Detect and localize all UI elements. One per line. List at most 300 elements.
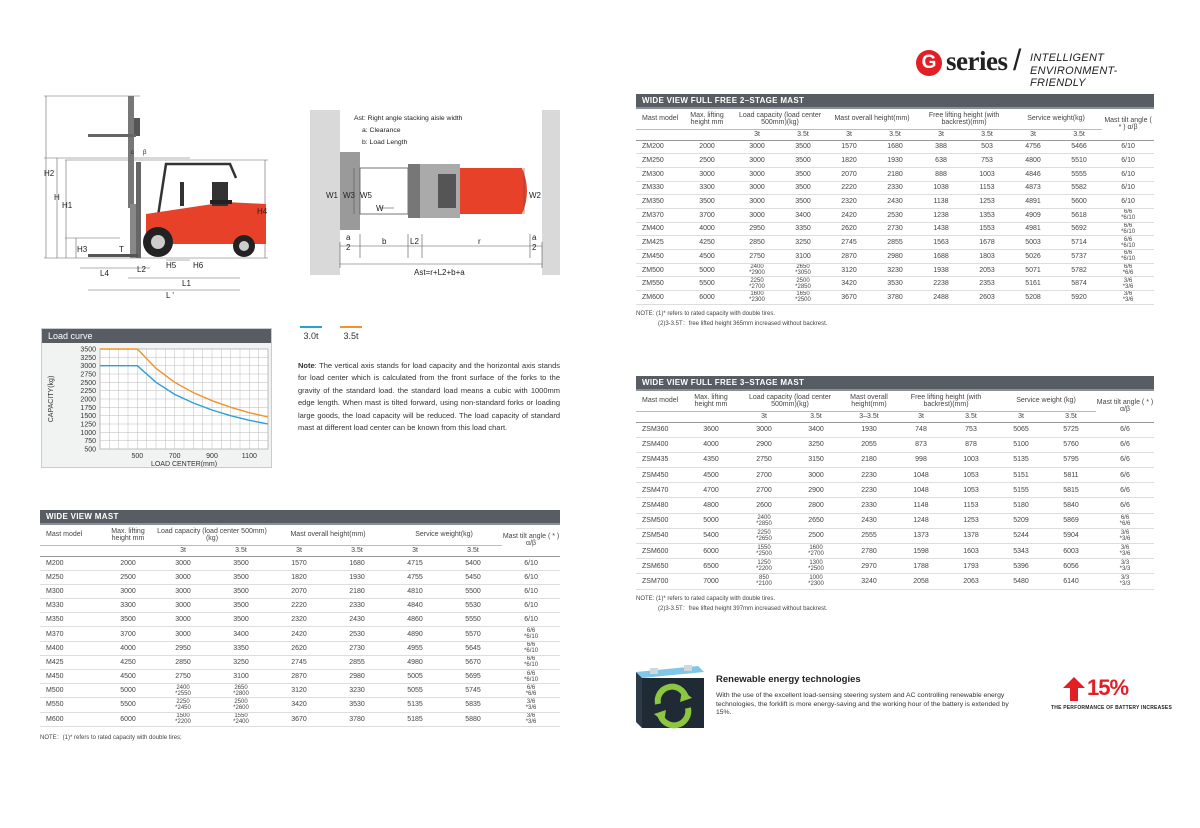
table-cell: 873 <box>896 437 946 452</box>
table-cell: 2238 <box>918 277 964 291</box>
table-cell: 2980 <box>872 250 918 264</box>
aisle-legend-3: b: Load Length <box>362 139 408 146</box>
table-cell: 5745 <box>444 684 502 698</box>
table-cell: 6056 <box>1046 559 1096 574</box>
table-cell: 3000 <box>734 140 780 154</box>
table-cell: 1048 <box>896 468 946 483</box>
table-cell: 2620 <box>270 641 328 655</box>
table-cell: 2850 <box>154 655 212 669</box>
table-cell: 5151 <box>996 468 1046 483</box>
table2-title: WIDE VIEW FULL FREE 2–STAGE MAST <box>636 94 1154 107</box>
table-cell: 2850 <box>734 236 780 250</box>
t3-head-freelift: Free lifting height (with backrest)(mm) <box>896 391 996 411</box>
table-row <box>40 599 560 613</box>
y-tick-label: 3500 <box>80 346 96 354</box>
table-cell: 5815 <box>1046 483 1096 498</box>
cell-model: ZM550 <box>636 277 680 291</box>
table-cell: 3000 <box>102 584 154 598</box>
table-cell: 2330 <box>328 599 386 613</box>
t3-head-tilt: Mast tilt angle ( * ) α/β <box>1096 391 1154 422</box>
table-row <box>636 236 1154 250</box>
t1-head-overall: Mast overall height(mm) <box>270 525 386 545</box>
table2-note-1: NOTE: (1)* refers to rated capacity with double tires. <box>636 310 776 317</box>
table-row <box>40 684 560 698</box>
table-cell: 6/10 <box>502 584 560 598</box>
aisle-half-left: 2 <box>346 243 351 252</box>
table-cell: 3230 <box>872 263 918 277</box>
table-cell: 4500 <box>684 468 738 483</box>
table-cell: 5692 <box>1056 222 1102 236</box>
table-row <box>40 627 560 641</box>
t3-sub: 3.5t <box>790 411 842 422</box>
table-cell: 1803 <box>964 250 1010 264</box>
table-cell: 2000 <box>680 140 734 154</box>
table-cell: 5026 <box>1010 250 1056 264</box>
table-cell: 6/6 *6/10 <box>502 641 560 655</box>
table-cell: 3/6 *3/6 <box>502 712 560 726</box>
table-cell: 3240 <box>842 574 896 589</box>
t3-sub: 3–3.5t <box>842 411 896 422</box>
table-cell: 3120 <box>270 684 328 698</box>
dim-h5: H5 <box>166 261 177 270</box>
t2-head-capacity: Load capacity (load center 500mm)(kg) <box>734 109 826 129</box>
t3-head-lift: Max. lifting height mm <box>684 391 738 411</box>
table-cell: 2500 <box>102 570 154 584</box>
table-cell: 2420 <box>270 627 328 641</box>
cell-model: ZM450 <box>636 250 680 264</box>
table-row <box>636 574 1154 589</box>
table-cell: 6/10 <box>502 570 560 584</box>
table-cell: 4800 <box>1010 154 1056 168</box>
y-tick-label: 1250 <box>80 421 96 429</box>
table-cell: 5003 <box>1010 236 1056 250</box>
table-cell: 2620 <box>826 222 872 236</box>
up-arrow-icon <box>1063 677 1085 701</box>
table-cell: 3000 <box>154 627 212 641</box>
table-row <box>636 181 1154 195</box>
t2-head-overall: Mast overall height(mm) <box>826 109 918 129</box>
table-cell: 2980 <box>328 670 386 684</box>
table-cell: 5869 <box>1046 513 1096 528</box>
table-cell: 6/10 <box>1102 195 1154 209</box>
cell-model: ZM300 <box>636 167 680 181</box>
table-cell: 3350 <box>780 222 826 236</box>
t3-head-overall: Mast overall height(mm) <box>842 391 896 411</box>
wide-view-mast-section <box>40 510 560 743</box>
table-cell: 5450 <box>444 570 502 584</box>
table-cell: 2500 *2850 <box>780 277 826 291</box>
table-cell: 5161 <box>1010 277 1056 291</box>
table-cell: 3/3 *3/3 <box>1096 574 1154 589</box>
load-curve-panel <box>41 328 272 468</box>
table-row <box>636 422 1154 437</box>
note-body: : The vertical axis stands for load capacity and the horizontal axis stands for load center which is calculated from the front surface of the forks to the gravity of the standard load. the standard load means a cubic with 1000mm edge length. When mast is tilted forward, using non-standard forks or loading large goods, the load capacity will be reduced. The load capacity of standard mast at different load center can be known from this load chart. <box>298 361 560 433</box>
brand-slash: / <box>1013 44 1022 77</box>
legend-label-35t: 3.5t <box>343 331 359 341</box>
table-cell: 6000 <box>680 291 734 305</box>
table-cell: 2970 <box>842 559 896 574</box>
table-cell: 5500 <box>680 277 734 291</box>
table-cell: 1570 <box>270 556 328 570</box>
aisle-l2: L2 <box>410 237 419 246</box>
dim-h4: H4 <box>257 207 268 216</box>
table-cell: 4500 <box>102 670 154 684</box>
y-tick-label: 2000 <box>80 396 96 404</box>
table-cell: 2500 *2600 <box>212 698 270 712</box>
table-cell: 3500 <box>212 599 270 613</box>
table-cell: 3500 <box>780 154 826 168</box>
table-cell: 5874 <box>1056 277 1102 291</box>
t1-head-model: Mast model <box>40 525 102 545</box>
table-cell: 878 <box>946 437 996 452</box>
table-cell: 6/10 <box>502 556 560 570</box>
table-cell: 3000 <box>154 599 212 613</box>
renewable-text: With the use of the excellent load-sensing steering system and AC controlling renewable energy technologies, the forklift is more energy-saving and the working hour of the battery is extended by 15%. <box>716 692 1009 717</box>
table-cell: 1570 <box>826 140 872 154</box>
three-stage-mast-section <box>636 376 1154 614</box>
cell-model: ZM330 <box>636 181 680 195</box>
table-cell: 2950 <box>154 641 212 655</box>
aisle-r: r <box>478 237 481 246</box>
table-cell: 5510 <box>1056 154 1102 168</box>
t2-sub: 3t <box>918 129 964 140</box>
table-cell: 3000 <box>154 556 212 570</box>
table-cell: 5180 <box>996 498 1046 513</box>
y-tick-label: 2250 <box>80 388 96 396</box>
table-cell: 1378 <box>946 528 996 543</box>
table-cell: 6/10 <box>1102 167 1154 181</box>
table-cell: 2555 <box>842 528 896 543</box>
table-cell: 3/6 *3/6 <box>1096 528 1154 543</box>
table-cell: 4800 <box>684 498 738 513</box>
table-cell: 3600 <box>684 422 738 437</box>
table-cell: 1300 *2500 <box>790 559 842 574</box>
table-row <box>40 712 560 726</box>
table-cell: 6/6 *6/6 <box>502 684 560 698</box>
table-cell: 5582 <box>1056 181 1102 195</box>
cell-model: M330 <box>40 599 102 613</box>
table-cell: 1138 <box>918 195 964 209</box>
table-cell: 3300 <box>680 181 734 195</box>
table-cell: 6500 <box>684 559 738 574</box>
table-cell: 2070 <box>270 584 328 598</box>
table-row <box>40 556 560 570</box>
table-cell: 1373 <box>896 528 946 543</box>
forklift-dimension-drawing <box>40 92 290 302</box>
table3-title: WIDE VIEW FULL FREE 3–STAGE MAST <box>636 376 1154 389</box>
aisle-half-right: 2 <box>532 243 537 252</box>
table-cell: 4891 <box>1010 195 1056 209</box>
table-cell: 1598 <box>896 544 946 559</box>
table-cell: 2400 *2900 <box>734 263 780 277</box>
table-cell: 5618 <box>1056 208 1102 222</box>
t1-head-tilt: Mast tilt angle ( * ) α/β <box>502 525 560 556</box>
table-cell: 1930 <box>842 422 896 437</box>
table-cell: 3530 <box>872 277 918 291</box>
table-cell: 2180 <box>842 452 896 467</box>
t3-head-weight: Service weight (kg) <box>996 391 1096 411</box>
battery-recycle-icon <box>636 664 704 730</box>
table-cell: 5000 <box>684 513 738 528</box>
cell-model: M300 <box>40 584 102 598</box>
t1-head-weight: Service weight(kg) <box>386 525 502 545</box>
brand-series-word: series <box>946 46 1008 76</box>
table-cell: 6/6 *6/10 <box>1102 222 1154 236</box>
percent-value: 15% <box>1087 675 1129 700</box>
table-cell: 2530 <box>328 627 386 641</box>
table-cell: 6/6 <box>1096 498 1154 513</box>
table-cell: 2250 *2650 <box>738 528 790 543</box>
brand-g-mark: G <box>916 50 942 76</box>
table-cell: 5396 <box>996 559 1046 574</box>
table-cell: 6/6 *6/6 <box>1102 263 1154 277</box>
table-cell: 5645 <box>444 641 502 655</box>
t1-sub: 3t <box>386 545 444 556</box>
table-cell: 3420 <box>826 277 872 291</box>
cell-model: ZM500 <box>636 263 680 277</box>
table-cell: 753 <box>946 422 996 437</box>
table-cell: 2603 <box>964 291 1010 305</box>
table-cell: 6/6 <box>1096 437 1154 452</box>
table-cell: 6/6 <box>1096 468 1154 483</box>
table-cell: 5904 <box>1046 528 1096 543</box>
table-cell: 6/6 *6/10 <box>502 655 560 669</box>
t3-head-capacity: Load capacity (load center 500mm)(kg) <box>738 391 842 411</box>
aisle-formula: Ast=r+L2+b+a <box>414 268 465 277</box>
table-cell: 4873 <box>1010 181 1056 195</box>
aisle-w3: W3 <box>343 191 355 200</box>
table-cell: 2330 <box>872 181 918 195</box>
table-row <box>636 437 1154 452</box>
table-cell: 5920 <box>1056 291 1102 305</box>
table-cell: 1248 <box>896 513 946 528</box>
y-tick-label: 2500 <box>80 379 96 387</box>
table-row <box>636 250 1154 264</box>
table-cell: 2500 <box>680 154 734 168</box>
table-cell: 3670 <box>826 291 872 305</box>
table-cell: 2230 <box>842 483 896 498</box>
table-cell: 4909 <box>1010 208 1056 222</box>
table-cell: 2430 <box>872 195 918 209</box>
aisle-legend-2: a: Clearance <box>362 127 401 134</box>
table-cell: 1930 <box>328 570 386 584</box>
table-cell: 5695 <box>444 670 502 684</box>
load-curve-title: Load curve <box>42 329 271 343</box>
table-row <box>636 498 1154 513</box>
legend-label-3t: 3.0t <box>303 331 319 341</box>
table-cell: 2650 *3050 <box>780 263 826 277</box>
table-cell: 4890 <box>386 627 444 641</box>
t1-head-capacity: Load capacity (load center 500mm)(kg) <box>154 525 270 545</box>
table-cell: 6/6 *6/10 <box>502 670 560 684</box>
load-curve-chart <box>42 343 271 467</box>
table-cell: 6/6 <box>1096 452 1154 467</box>
y-tick-label: 2750 <box>80 371 96 379</box>
t2-head-freelift: Free lifting height (with backrest)(mm) <box>918 109 1010 129</box>
table-cell: 6/10 <box>502 613 560 627</box>
table-cell: 2530 <box>872 208 918 222</box>
legend-swatch-3t <box>300 326 322 328</box>
table-cell: 4250 <box>102 655 154 669</box>
table-cell: 5760 <box>1046 437 1096 452</box>
table-cell: 2750 <box>154 670 212 684</box>
table-cell: 1238 <box>918 208 964 222</box>
table-cell: 1678 <box>964 236 1010 250</box>
table-cell: 3150 <box>790 452 842 467</box>
table-row <box>40 698 560 712</box>
cell-model: M550 <box>40 698 102 712</box>
table-cell: 3000 <box>680 167 734 181</box>
table-cell: 5500 <box>102 698 154 712</box>
table-cell: 4980 <box>386 655 444 669</box>
table-cell: 5550 <box>444 613 502 627</box>
table-cell: 4756 <box>1010 140 1056 154</box>
table-cell: 3/6 *3/6 <box>1096 544 1154 559</box>
table-cell: 2058 <box>896 574 946 589</box>
x-tick-label: 700 <box>168 453 181 460</box>
table-cell: 5000 <box>680 263 734 277</box>
table-cell: 3500 <box>780 140 826 154</box>
table-cell: 3/6 *3/6 <box>1102 277 1154 291</box>
table-cell: 5725 <box>1046 422 1096 437</box>
table-cell: 1353 <box>964 208 1010 222</box>
table-cell: 4700 <box>684 483 738 498</box>
table-cell: 5600 <box>1056 195 1102 209</box>
table-cell: 5737 <box>1056 250 1102 264</box>
cell-model: ZM600 <box>636 291 680 305</box>
table-cell: 2870 <box>270 670 328 684</box>
two-stage-mast-table <box>636 109 1154 305</box>
table-cell: 2430 <box>328 613 386 627</box>
table-cell: 5065 <box>996 422 1046 437</box>
table-cell: 753 <box>964 154 1010 168</box>
table-cell: 3500 <box>212 584 270 598</box>
dim-l1: L1 <box>182 279 191 288</box>
table-cell: 3500 <box>102 613 154 627</box>
table-cell: 3000 <box>154 613 212 627</box>
t3-head-model: Mast model <box>636 391 684 411</box>
table-cell: 3000 <box>154 570 212 584</box>
table-cell: 3400 <box>790 422 842 437</box>
table-cell: 6/6 <box>1096 483 1154 498</box>
table-cell: 4840 <box>386 599 444 613</box>
table-cell: 4000 <box>102 641 154 655</box>
table-row <box>636 483 1154 498</box>
table-cell: 2745 <box>270 655 328 669</box>
table-cell: 2430 <box>842 513 896 528</box>
cell-model: ZSM540 <box>636 528 684 543</box>
table-cell: 2750 <box>738 452 790 467</box>
table-cell: 2330 <box>842 498 896 513</box>
cell-model: M200 <box>40 556 102 570</box>
cell-model: ZSM700 <box>636 574 684 589</box>
cell-model: ZM400 <box>636 222 680 236</box>
y-tick-label: 1750 <box>80 404 96 412</box>
cell-model: ZM350 <box>636 195 680 209</box>
table-cell: 2745 <box>826 236 872 250</box>
cell-model: ZSM435 <box>636 452 684 467</box>
cell-model: ZM425 <box>636 236 680 250</box>
table-cell: 1563 <box>918 236 964 250</box>
table-cell: 1500 *2200 <box>154 712 212 726</box>
table-cell: 748 <box>896 422 946 437</box>
table-cell: 998 <box>896 452 946 467</box>
table-cell: 5714 <box>1056 236 1102 250</box>
t2-head-tilt: Mast tilt angle ( * ) α/β <box>1102 109 1154 140</box>
legend-swatch-35t <box>340 326 362 328</box>
table-cell: 5795 <box>1046 452 1096 467</box>
table-cell: 4981 <box>1010 222 1056 236</box>
t2-sub: 3.5t <box>1056 129 1102 140</box>
load-curve-legend <box>298 322 368 346</box>
cell-model: M370 <box>40 627 102 641</box>
table-cell: 3250 <box>790 437 842 452</box>
table-row <box>636 263 1154 277</box>
two-stage-mast-section <box>636 94 1154 329</box>
table-cell: 2488 <box>918 291 964 305</box>
table-cell: 3100 <box>212 670 270 684</box>
table-cell: 2855 <box>872 236 918 250</box>
dim-h6: H6 <box>193 261 204 270</box>
table-cell: 1788 <box>896 559 946 574</box>
x-axis-label: LOAD CENTER(mm) <box>150 461 218 467</box>
table-cell: 3500 <box>780 167 826 181</box>
table-row <box>40 641 560 655</box>
table-cell: 3000 <box>734 167 780 181</box>
table-cell: 2250 *2450 <box>154 698 212 712</box>
t2-sub: 3t <box>826 129 872 140</box>
table-cell: 6140 <box>1046 574 1096 589</box>
table-cell: 2700 <box>738 483 790 498</box>
table-cell: 6000 <box>684 544 738 559</box>
table-cell: 5208 <box>1010 291 1056 305</box>
table-cell: 2230 <box>842 468 896 483</box>
table-cell: 5400 <box>684 528 738 543</box>
table-cell: 5480 <box>996 574 1046 589</box>
three-stage-mast-table <box>636 391 1154 590</box>
table-row <box>636 513 1154 528</box>
cell-model: M600 <box>40 712 102 726</box>
aisle-w: W <box>376 204 384 213</box>
table-cell: 6/10 <box>502 599 560 613</box>
table-cell: 3000 <box>734 181 780 195</box>
table-cell: 1003 <box>946 452 996 467</box>
y-tick-label: 3000 <box>80 363 96 371</box>
table-cell: 638 <box>918 154 964 168</box>
table1-note: NOTE：(1)* refers to rated capacity with double tires; <box>40 734 182 741</box>
table-cell: 2900 <box>790 483 842 498</box>
table-cell: 3000 <box>738 422 790 437</box>
table-cell: 5880 <box>444 712 502 726</box>
table-cell: 5155 <box>996 483 1046 498</box>
table-cell: 2063 <box>946 574 996 589</box>
x-tick-label: 500 <box>131 453 144 460</box>
table1-title: WIDE VIEW MAST <box>40 510 560 523</box>
table-cell: 5811 <box>1046 468 1096 483</box>
aisle-w5: W5 <box>360 191 372 200</box>
table-cell: 1820 <box>826 154 872 168</box>
table-cell: 5782 <box>1056 263 1102 277</box>
table-row <box>636 195 1154 209</box>
table-cell: 6/6 *6/6 <box>1096 513 1154 528</box>
table-cell: 5555 <box>1056 167 1102 181</box>
table-cell: 1000 *2300 <box>790 574 842 589</box>
table-cell: 6/6 <box>1096 422 1154 437</box>
t3-sub: 3t <box>738 411 790 422</box>
table-cell: 3350 <box>212 641 270 655</box>
table-cell: 3/6 *3/6 <box>1102 291 1154 305</box>
table3-note-2: (2)3-3.5T：free lifted height 397mm increased without backrest. <box>658 605 828 612</box>
